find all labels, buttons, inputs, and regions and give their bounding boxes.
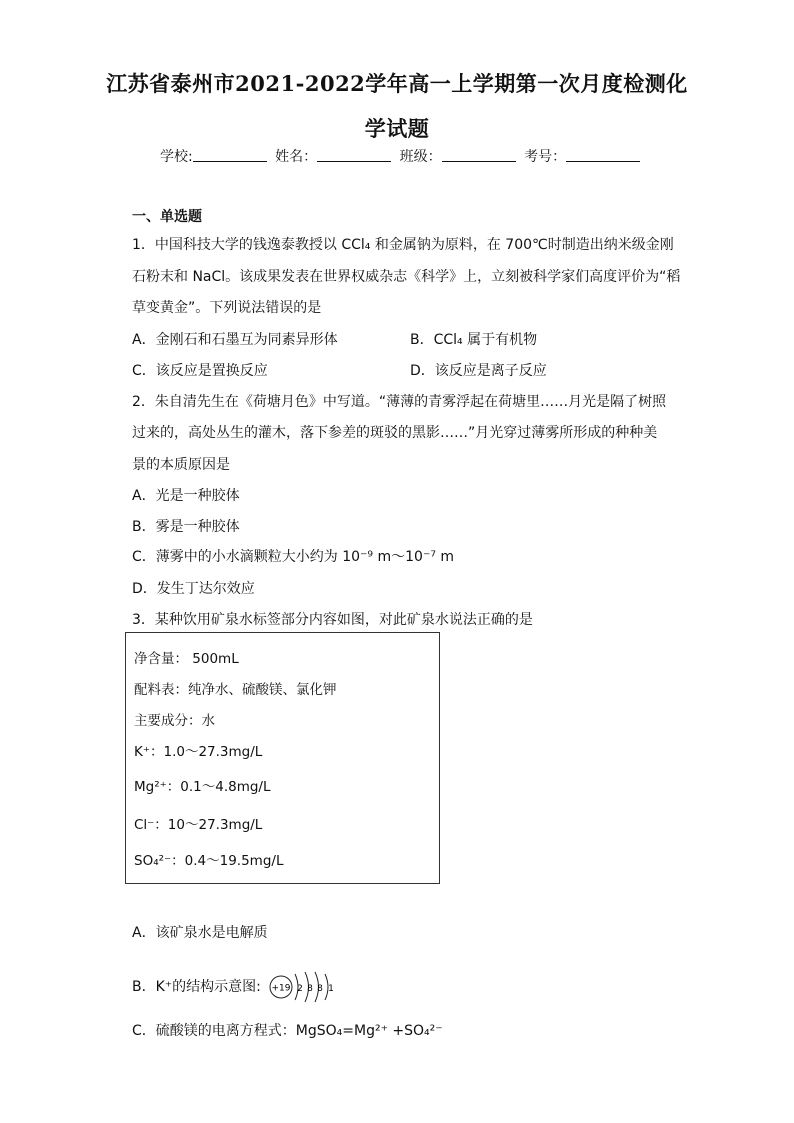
q2-line-2: 过来的，高处丛生的灌木，落下参差的斑驳的黑影……”月光穿过薄雾所形成的种种美: [132, 425, 658, 441]
q3-option-c: C．硫酸镁的电离方程式：MgSO₄=Mg²⁺ +SO₄²⁻: [132, 1023, 443, 1039]
label-potassium: K⁺：1.0～27.3mg/L: [134, 744, 263, 760]
q2-option-a: A．光是一种胶体: [132, 488, 240, 504]
student-info-line: [160, 146, 644, 166]
label-main-component: 主要成分：水: [134, 713, 215, 729]
page-title-line-1: 江苏省泰州市2021-2022学年高一上学期第一次月度检测化: [106, 71, 688, 96]
class-blank: [442, 148, 516, 162]
label-magnesium: Mg²⁺：0.1～4.8mg/L: [134, 779, 271, 795]
name-label: 姓名：: [275, 149, 318, 165]
label-content: 净含量： 500mL: [134, 651, 239, 667]
q1-option-a: A．金刚石和石墨互为同素异形体: [132, 332, 338, 348]
q1-option-d: D．该反应是离子反应: [410, 363, 547, 379]
shell-count-1: 2: [297, 984, 304, 994]
q1-option-c: C．该反应是置换反应: [132, 363, 268, 379]
mineral-water-label: [125, 632, 440, 884]
school-blank: [193, 148, 267, 162]
q3-option-b: [132, 970, 339, 1004]
q2-option-c: C．薄雾中的小水滴颗粒大小约为 10⁻⁹ m～10⁻⁷ m: [132, 549, 455, 565]
nucleus-charge: +19: [271, 983, 291, 994]
label-sulfate: SO₄²⁻：0.4～19.5mg/L: [134, 853, 284, 869]
q1-line-2: 石粉末和 NaCl。该成果发表在世界权威杂志《科学》上，立刻被科学家们高度评价为“稻: [132, 269, 681, 285]
shell-count-4: 1: [328, 984, 335, 994]
q1-line-1: 1．中国科技大学的钱逸泰教授以 CCl₄ 和金属钠为原料，在 700℃时制造出纳米级金刚: [132, 237, 674, 253]
q3-stem: 3．某种饮用矿泉水标签部分内容如图，对此矿泉水说法正确的是: [132, 612, 533, 628]
page-title-line-2: 学试题: [364, 116, 430, 141]
label-chloride: Cl⁻：10～27.3mg/L: [134, 817, 263, 833]
q2-option-d: D．发生丁达尔效应: [132, 581, 255, 597]
shell-count-2: 8: [307, 984, 314, 994]
q2-option-b: B．雾是一种胶体: [132, 519, 240, 535]
shell-count-3: 8: [317, 984, 324, 994]
q1-line-3: 草变黄金”。下列说法错误的是: [132, 300, 322, 316]
q2-line-1: 2．朱自清先生在《荷塘月色》中写道。“薄薄的青雾浮起在荷塘里……月光是隔了树照: [132, 394, 667, 410]
q1-option-b: B．CCl₄ 属于有机物: [410, 332, 538, 348]
potassium-ion-structure-diagram: [267, 970, 339, 1004]
exam-number-blank: [566, 148, 640, 162]
school-label: 学校:: [160, 149, 193, 165]
class-label: 班级：: [399, 149, 442, 165]
q2-line-3: 景的本质原因是: [132, 457, 230, 473]
q3-option-a: A．该矿泉水是电解质: [132, 925, 268, 941]
label-ingredients: 配料表：纯净水、硫酸镁、氯化钾: [134, 682, 337, 698]
section-title: 一、单选题: [132, 209, 202, 225]
q3-option-b-text: B．K⁺的结构示意图:: [132, 979, 261, 995]
name-blank: [317, 148, 391, 162]
exam-number-label: 考号：: [524, 149, 567, 165]
